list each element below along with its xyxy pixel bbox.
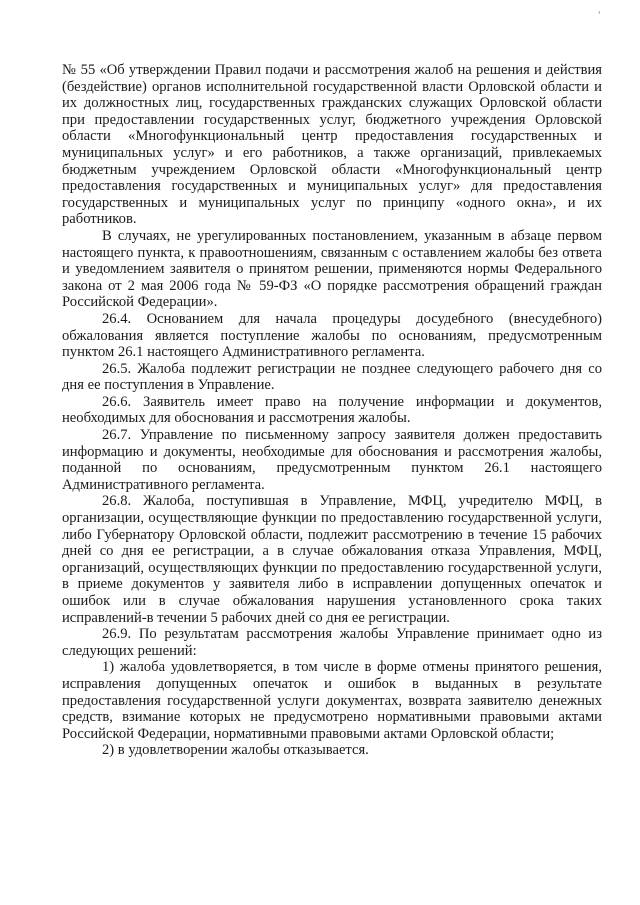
paragraph-26-4: 26.4. Основанием для начала процедуры досудебного (внесудебного) обжалования является поступление жалобы по основаниям, предусмотренным пунктом 26.1 настоящего Административного регламента. [62,310,602,361]
paragraph-continuation: № 55 «Об утверждении Правил подачи и рассмотрения жалоб на решения и действия (бездействие) органов исполнительной государственной власти Орловской области и их должностных лиц, государственных гражданских служащих Орловской области при предоставлении государственных услуг, бюджетного учреждения Орловской области «Многофункциональный центр предоставления государственных и муниципальных услуг» и его работников, а также организаций, привлекаемых бюджетным учреждением Орловской области «Многофункциональный центр предоставления государственных и муниципальных услуг» для предоставления государственных и муниципальных услуг по принципу «одного окна», и их работников. [62,62,602,228]
paragraph-unregulated-cases: В случаях, не урегулированных постановлением, указанным в абзаце первом настоящего пункта, к правоотношениям, связанным с оставлением жалобы без ответа и уведомлением заявителя о принятом решении, применяются нормы Федерального закона от 2 мая 2006 года № 59-ФЗ «О порядке рассмотрения обращений граждан Российской Федерации». [62,227,602,311]
paragraph-26-5: 26.5. Жалоба подлежит регистрации не позднее следующего рабочего дня со дня ее поступления в Управление. [62,360,602,394]
paragraph-26-7: 26.7. Управление по письменному запросу заявителя должен предоставить информацию и документы, необходимые для обоснования и рассмотрения жалобы, поданной по основаниям, предусмотренным пунктом 26.1 настоящего Административного регламента. [62,427,602,493]
paragraph-decision-1: 1) жалоба удовлетворяется, в том числе в форме отмены принятого решения, исправления допущенных опечаток и ошибок в выданных в результате предоставления государственной услуги документах, возврата заявителю денежных средств, взимание которых не предусмотрено нормативными правовыми актами Российской Федерации, нормативными правовыми актами Орловской области; [62,659,602,742]
paragraph-26-8: 26.8. Жалоба, поступившая в Управление, МФЦ, учредителю МФЦ, в организации, осуществляющие функции по предоставлению государственной услуги, либо Губернатору Орловской области, подлежит рассмотрению в течение 15 рабочих дней со дня ее регистрации, а в случае обжалования отказа Управления, МФЦ, организаций, осуществляющих функции по предоставлению государственной услуги, в приеме документов у заявителя либо в исправлении допущенных опечаток и ошибок или в случае обжалования нарушения установленного срока таких исправлений-в течении 5 рабочих дней со дня ее регистрации. [62,493,602,626]
paragraph-26-6: 26.6. Заявитель имеет право на получение информации и документов, необходимых для обоснования и рассмотрения жалобы. [62,393,602,427]
paragraph-26-9: 26.9. По результатам рассмотрения жалобы Управление принимает одно из следующих решений: [62,626,602,659]
paragraph-decision-2: 2) в удовлетворении жалобы отказывается. [102,742,369,759]
page-mark: ' [598,10,600,20]
